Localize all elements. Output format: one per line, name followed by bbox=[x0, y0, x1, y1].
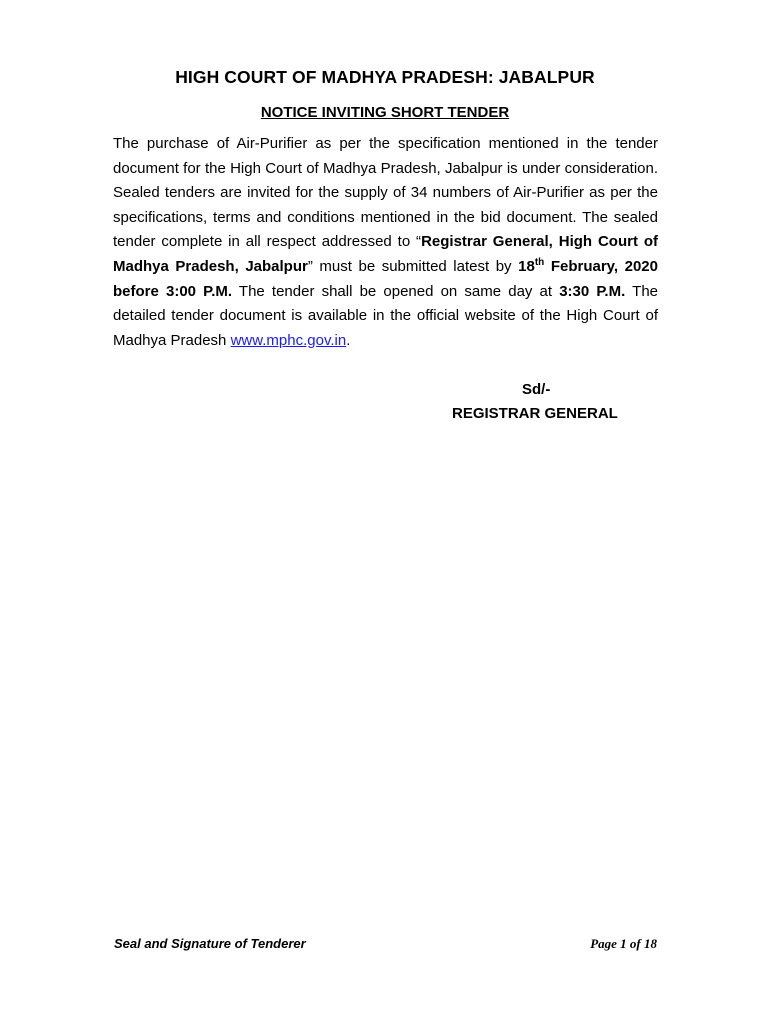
opening-time: 3:30 P.M. bbox=[559, 282, 626, 300]
deadline-day-suffix: th bbox=[534, 256, 545, 268]
signature-sd: Sd/- bbox=[522, 381, 551, 398]
footer-seal-label: Seal and Signature of Tenderer bbox=[114, 936, 306, 951]
deadline-day: 18 bbox=[518, 257, 535, 275]
website-link[interactable]: www.mphc.gov.in bbox=[230, 331, 347, 349]
footer-page-number: Page 1 of 18 bbox=[590, 936, 657, 951]
body-text-part: The detailed tender document is available in the official website of the High Court of Madhya Pradesh bbox=[113, 282, 658, 349]
deadline-date-time: February, 2020 before 3:00 P.M. bbox=[113, 257, 658, 300]
body-text-part: ” must be submitted latest by bbox=[307, 257, 519, 275]
body-text-part: The purchase of Air-Purifier as per the specification mentioned in the tender document for the High Court of Madhya Pradesh, Jabalpur is under consideration. Sealed tenders are invited for the supply of 34 numbers of Air-Purifier as per the specifications, terms and conditions mentioned in the bid document. The sealed tender complete in all respect addressed to “ bbox=[113, 135, 658, 251]
addressee-text: Registrar General, High Court of Madhya Pradesh, Jabalpur bbox=[113, 233, 658, 275]
signatory-designation: REGISTRAR GENERAL bbox=[452, 405, 618, 422]
body-text-part: The tender shall be opened on same day at bbox=[232, 282, 560, 300]
notice-heading: NOTICE INVITING SHORT TENDER bbox=[260, 104, 510, 121]
notice-body bbox=[113, 132, 658, 353]
page-title: HIGH COURT OF MADHYA PRADESH: JABALPUR bbox=[175, 67, 595, 87]
body-text-end: . bbox=[346, 331, 351, 349]
